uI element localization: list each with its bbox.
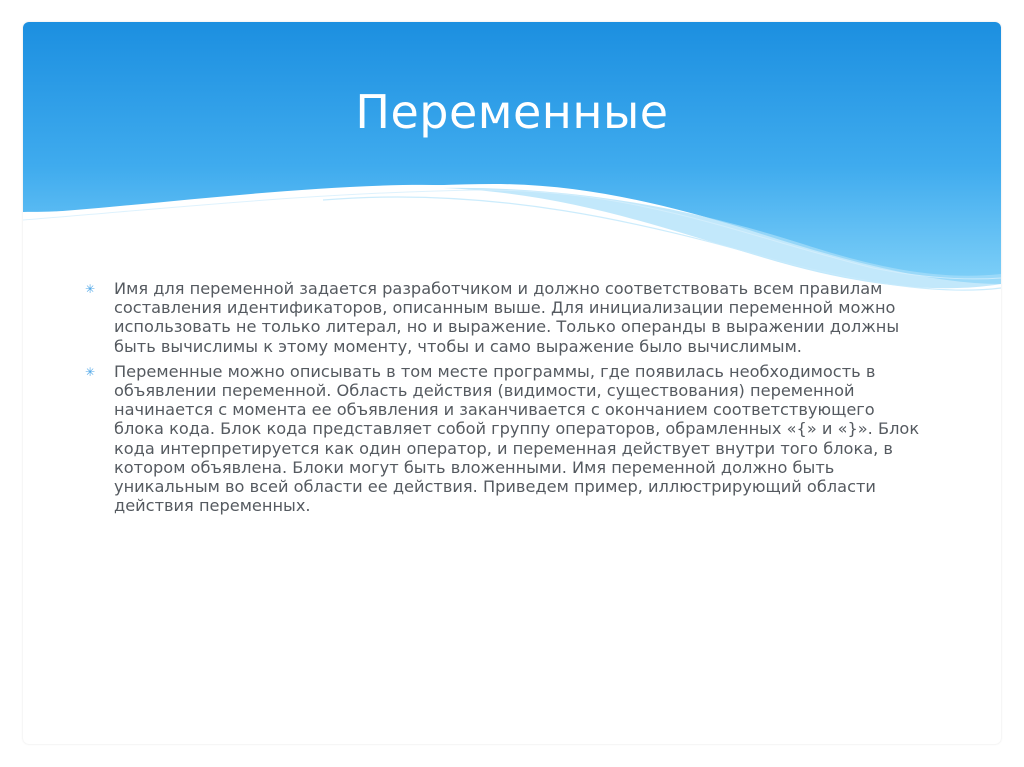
- bullet-text: Имя для переменной задается разработчиком и должно соответствовать всем правилам составления идентификаторов, описанным выше. Для инициализации переменной можно использовать не только литерал, но и выражение. Только операнды в выражении должны быть вычислимы к этому моменту, чтобы и само выражение было вычислимым.: [114, 279, 900, 356]
- asterisk-icon: ✳: [85, 364, 96, 379]
- bullet-item: [85, 279, 925, 356]
- slide-title: Переменные: [355, 85, 669, 139]
- bullet-item: [85, 362, 925, 516]
- bullet-text: Переменные можно описывать в том месте программы, где появилась необходимость в объявлении переменной. Область действия (видимости, существования) переменной начинается с момента ее объявления и заканчивается с окончанием соответствующего блока кода. Блок кода представляет собой группу операторов, обрамленных «{» и «}». Блок кода интерпретируется как один оператор, и переменная действует внутри того блока, в котором объявлена. Блоки могут быть вложенными. Имя переменной должно быть уникальным во всей области ее действия. Приведем пример, иллюстрирующий области действия переменных.: [114, 361, 920, 516]
- header-wave-background: [23, 22, 1001, 312]
- asterisk-icon: ✳: [85, 282, 96, 296]
- bullet-list: [85, 279, 925, 521]
